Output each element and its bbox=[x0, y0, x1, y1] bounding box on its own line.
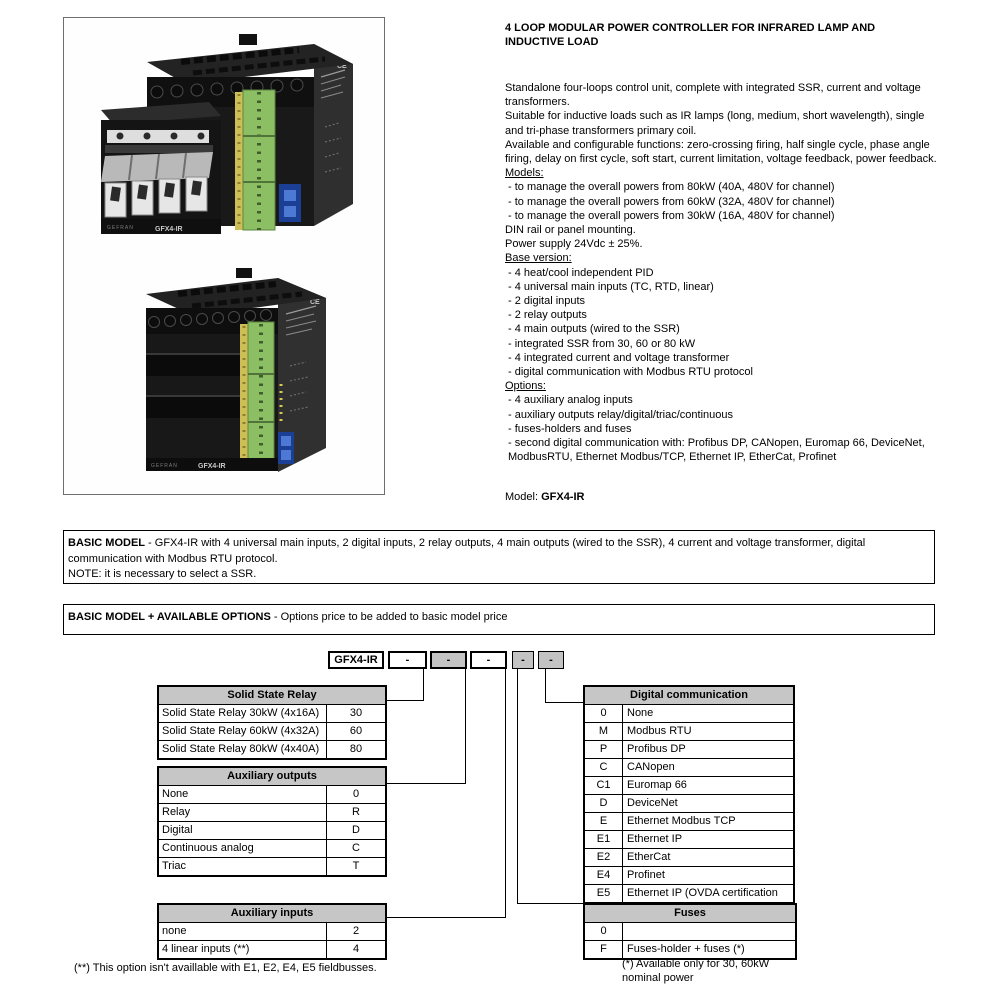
connector-line bbox=[387, 917, 506, 918]
ridge-band bbox=[146, 354, 244, 376]
table-cell-code: 2 bbox=[326, 923, 385, 940]
ce-mark: CE bbox=[310, 299, 320, 306]
options-box-title: BASIC MODEL + AVAILABLE OPTIONS bbox=[68, 611, 271, 623]
table-cell-label: Solid State Relay 80kW (4x40A) bbox=[162, 743, 320, 755]
page-title: 4 LOOP MODULAR POWER CONTROLLER FOR INFRARED LAMP AND INDUCTIVE LOAD bbox=[505, 22, 876, 48]
list-item: - 4 integrated current and voltage transformer bbox=[508, 351, 730, 364]
ordering-placeholder-box-5: - bbox=[538, 651, 564, 669]
table-cell-code: D bbox=[326, 822, 385, 839]
table-cell-code: D bbox=[585, 795, 623, 812]
table-header: Solid State Relay bbox=[159, 687, 385, 705]
table-cell-code: C bbox=[585, 759, 623, 776]
basic-model-box-note: NOTE: it is necessary to select a SSR. bbox=[68, 568, 257, 580]
table-header: Auxiliary outputs bbox=[159, 768, 385, 786]
digital-communication-table bbox=[583, 685, 795, 904]
table-cell-code: F bbox=[585, 941, 623, 958]
product-photo-bottom bbox=[126, 266, 341, 486]
footnote-fuses bbox=[622, 958, 769, 985]
table-row bbox=[585, 849, 793, 867]
connector-line bbox=[517, 669, 518, 904]
connector-line bbox=[545, 702, 583, 703]
din-clip bbox=[236, 268, 252, 278]
connector-line bbox=[423, 669, 424, 701]
table-cell-label: Continuous analog bbox=[162, 842, 254, 854]
dip-switch-block bbox=[279, 184, 301, 222]
table-row bbox=[585, 723, 793, 741]
basic-model-box-title: BASIC MODEL bbox=[68, 537, 145, 549]
model-label: GFX4-IR bbox=[198, 463, 226, 470]
list-item: - 2 digital inputs bbox=[508, 295, 586, 308]
product-image-panel bbox=[63, 17, 385, 495]
table-cell-label: Ethernet Modbus TCP bbox=[627, 815, 736, 827]
table-cell-label: Profibus DP bbox=[627, 743, 686, 755]
brand-label: GEFRAN bbox=[151, 463, 178, 469]
table-row bbox=[159, 822, 385, 840]
table-cell-code: C bbox=[326, 840, 385, 857]
table-cell-label: Solid State Relay 60kW (4x32A) bbox=[162, 725, 320, 737]
ordering-placeholder-box-1: - bbox=[388, 651, 427, 669]
section-label-options: Options: bbox=[505, 380, 546, 393]
connector-line bbox=[387, 700, 424, 701]
table-cell-code: R bbox=[326, 804, 385, 821]
table-cell-label: Fuses-holder + fuses (*) bbox=[627, 943, 745, 955]
table-cell-label: Solid State Relay 30kW (4x16A) bbox=[162, 707, 320, 719]
table-row bbox=[159, 840, 385, 858]
table-cell-code: 0 bbox=[585, 923, 623, 940]
table-cell-code: 0 bbox=[326, 786, 385, 803]
ssr-table bbox=[157, 685, 387, 760]
power-supply-line: Power supply 24Vdc ± 25%. bbox=[505, 238, 643, 251]
footnote-fuses-line2: nominal power bbox=[622, 971, 694, 984]
ce-mark: CE bbox=[337, 63, 347, 70]
table-row bbox=[585, 867, 793, 885]
list-item: - to manage the overall powers from 30kW (16A, 480V for channel) bbox=[508, 209, 835, 222]
table-row bbox=[585, 813, 793, 831]
table-cell-code: 4 bbox=[326, 941, 385, 958]
ordering-code-model-box: GFX4-IR bbox=[328, 651, 384, 669]
model-line-label: Model: bbox=[505, 491, 542, 503]
section-label-base-version: Base version: bbox=[505, 252, 572, 265]
table-cell-code: E2 bbox=[585, 849, 623, 866]
table-row bbox=[585, 705, 793, 723]
basic-model-box-text: - GFX4-IR with 4 universal main inputs, 2 digital inputs, 2 relay outputs, 4 main outputs (wired to the SSR), 4 current and voltage transformer, digital communication with Modbus RTU protocol. bbox=[68, 537, 866, 565]
fuses-table bbox=[583, 903, 797, 960]
connector-line bbox=[505, 669, 506, 918]
table-row bbox=[159, 786, 385, 804]
product-photo-top bbox=[89, 32, 374, 244]
table-cell-label: Triac bbox=[162, 860, 187, 872]
table-cell-label: Modbus RTU bbox=[627, 725, 692, 737]
list-item: - fuses-holders and fuses bbox=[508, 422, 632, 435]
din-clip bbox=[239, 34, 257, 45]
table-cell-label: Relay bbox=[162, 806, 191, 818]
connector-line bbox=[465, 669, 466, 784]
footnote-fuses-line1: (*) Available only for 30, 60kW bbox=[622, 958, 770, 970]
table-cell-label: None bbox=[162, 788, 189, 800]
list-item: - 4 main outputs (wired to the SSR) bbox=[508, 323, 680, 336]
table-row bbox=[585, 923, 795, 941]
table-header: Digital communication bbox=[585, 687, 793, 705]
aux-inputs-table bbox=[157, 903, 387, 960]
table-cell-code: P bbox=[585, 741, 623, 758]
table-row bbox=[585, 777, 793, 795]
table-row bbox=[159, 858, 385, 875]
table-cell-code: T bbox=[326, 858, 385, 875]
table-cell-code: M bbox=[585, 723, 623, 740]
list-item: - digital communication with Modbus RTU protocol bbox=[508, 366, 753, 379]
ordering-placeholder-box-3: - bbox=[470, 651, 507, 669]
table-cell-code: E1 bbox=[585, 831, 623, 848]
mounting-line: DIN rail or panel mounting. bbox=[505, 224, 636, 237]
list-item: - second digital communication with: Profibus DP, CANopen, Euromap 66, DeviceNet, ModbusRTU, Ethernet Modbus/TCP, Ethernet IP, EtherCat, Profinet bbox=[508, 437, 925, 464]
footnote-aux-inputs: (**) This option isn't availlable with E1, E2, E4, E5 fieldbusses. bbox=[74, 962, 377, 974]
list-item: - 4 heat/cool independent PID bbox=[508, 266, 654, 279]
table-cell-label: Digital bbox=[162, 824, 193, 836]
table-cell-label: Euromap 66 bbox=[627, 779, 687, 791]
table-row bbox=[585, 795, 793, 813]
side-face bbox=[314, 44, 353, 226]
options-box-text: - Options price to be added to basic model price bbox=[270, 611, 508, 623]
table-header: Fuses bbox=[585, 905, 795, 923]
green-terminal-strip bbox=[235, 90, 275, 230]
connector-line bbox=[517, 903, 583, 904]
table-cell-label: Ethernet IP (OVDA certification bbox=[627, 887, 778, 899]
connector-line bbox=[387, 783, 466, 784]
list-item: - to manage the overall powers from 80kW (40A, 480V for channel) bbox=[508, 181, 835, 194]
table-cell-code: C1 bbox=[585, 777, 623, 794]
table-row bbox=[159, 923, 385, 941]
ordering-placeholder-box-2: - bbox=[430, 651, 467, 669]
table-cell-label: Ethernet IP bbox=[627, 833, 683, 845]
table-header: Auxiliary inputs bbox=[159, 905, 385, 923]
table-row bbox=[585, 885, 793, 902]
green-terminal-strip bbox=[240, 322, 274, 470]
description-paragraph: Suitable for inductive loads such as IR lamps (long, medium, short wavelength), single and tri-phase transformers primary coil. bbox=[505, 110, 925, 137]
model-label: GFX4-IR bbox=[155, 226, 183, 233]
ridge-band bbox=[146, 396, 244, 418]
description-paragraph: Available and configurable functions: zero-crossing firing, half single cycle, phase angle firing, delay on first cycle, soft start, current limitation, voltage feedback, power feedback. bbox=[505, 138, 937, 166]
table-cell-code: E4 bbox=[585, 867, 623, 884]
list-item: - 4 auxiliary analog inputs bbox=[508, 394, 633, 407]
table-cell-label: CANopen bbox=[627, 761, 675, 773]
dip-switch-block bbox=[278, 432, 294, 464]
table-row bbox=[585, 831, 793, 849]
basic-model-box bbox=[63, 530, 935, 584]
ordering-placeholder-box-4: - bbox=[512, 651, 534, 669]
table-row bbox=[159, 723, 385, 741]
table-row bbox=[585, 759, 793, 777]
table-cell-label: EtherCat bbox=[627, 851, 671, 863]
table-row bbox=[159, 705, 385, 723]
table-row bbox=[159, 941, 385, 958]
table-cell-code: 30 bbox=[326, 705, 385, 722]
list-item: - 4 universal main inputs (TC, RTD, linear) bbox=[508, 280, 714, 293]
table-cell-label: Profinet bbox=[627, 869, 665, 881]
connector-line bbox=[545, 669, 546, 703]
list-item: - to manage the overall powers from 60kW (32A, 480V for channel) bbox=[508, 195, 835, 208]
table-cell-label: none bbox=[162, 925, 187, 937]
section-label-models: Models: bbox=[505, 167, 544, 180]
table-cell-label: DeviceNet bbox=[627, 797, 678, 809]
table-cell-code: 80 bbox=[326, 741, 385, 758]
list-item: - integrated SSR from 30, 60 or 80 kW bbox=[508, 337, 696, 350]
table-cell-code: E bbox=[585, 813, 623, 830]
table-cell-code: E5 bbox=[585, 885, 623, 902]
table-cell-code: 60 bbox=[326, 723, 385, 740]
table-cell-label bbox=[623, 923, 795, 940]
table-row bbox=[159, 804, 385, 822]
aux-outputs-table bbox=[157, 766, 387, 877]
brand-label: GEFRAN bbox=[107, 225, 134, 231]
list-item: - 2 relay outputs bbox=[508, 309, 587, 322]
model-line-value: GFX4-IR bbox=[541, 491, 585, 503]
fuse-holder-module bbox=[101, 102, 221, 234]
table-cell-label: 4 linear inputs (**) bbox=[162, 943, 250, 955]
table-row bbox=[585, 941, 795, 958]
model-line bbox=[505, 491, 584, 503]
table-cell-code: 0 bbox=[585, 705, 623, 722]
table-row bbox=[585, 741, 793, 759]
description-column bbox=[505, 81, 941, 464]
table-cell-label: None bbox=[627, 707, 654, 719]
description-paragraph: Standalone four-loops control unit, complete with integrated SSR, current and voltage transformers. bbox=[505, 82, 921, 109]
list-item: - auxiliary outputs relay/digital/triac/continuous bbox=[508, 408, 734, 421]
table-row bbox=[159, 741, 385, 758]
options-box bbox=[63, 604, 935, 635]
